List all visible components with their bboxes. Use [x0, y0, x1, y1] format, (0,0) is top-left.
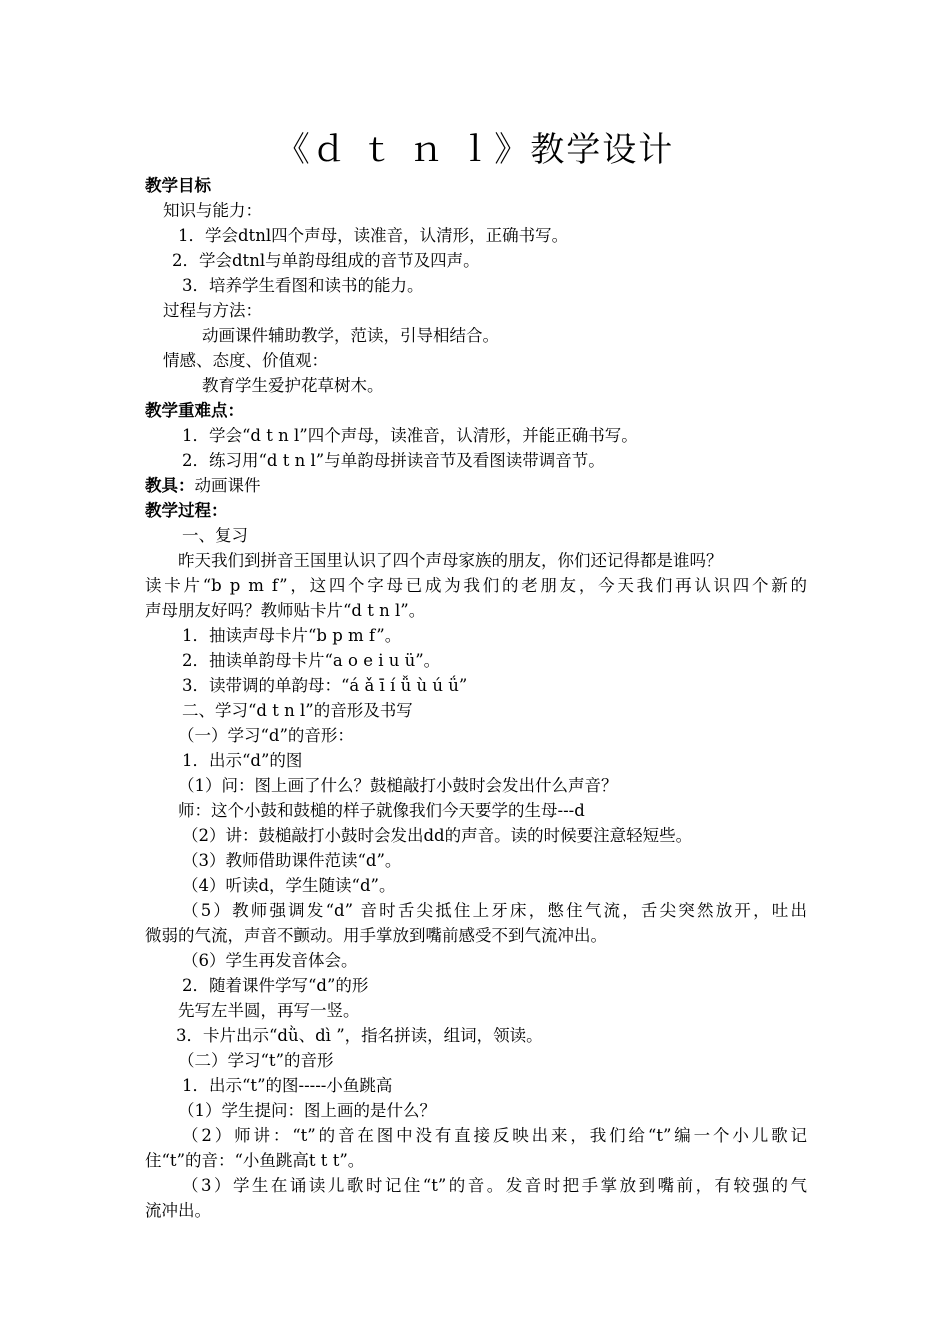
- text-line: 流冲出。: [145, 1201, 211, 1220]
- subheading-knowledge: 知识与能力：: [163, 201, 262, 220]
- heading-teaching-process: 教学过程：: [145, 501, 228, 520]
- text-line: 3．培养学生看图和读书的能力。: [182, 276, 424, 295]
- subsection-d: （一）学习“d”的音形：: [178, 726, 354, 745]
- subheading-emotion: 情感、态度、价值观：: [163, 351, 328, 370]
- tools-value: 动画课件: [194, 476, 261, 495]
- text-line: 1．出示“t”的图-----小鱼跳高: [182, 1076, 393, 1095]
- heading-key-points: 教学重难点：: [145, 401, 244, 420]
- text-line: （1）学生提问：图上画的是什么？: [178, 1101, 436, 1120]
- text-line: 2．随着课件学写“d”的形: [182, 976, 369, 995]
- text-line: 微弱的气流，声音不颤动。用手掌放到嘴前感受不到气流冲出。: [145, 926, 607, 945]
- document-title: 《ｄ ｔ ｎ ｌ》教学设计: [275, 130, 675, 170]
- text-line: （3）教师借助课件范读“d”。: [182, 851, 402, 870]
- text-line: 教育学生爱护花草树木。: [202, 376, 384, 395]
- text-line: 动画课件辅助教学，范读，引导相结合。: [202, 326, 499, 345]
- text-line: 声母朋友好吗？教师贴卡片“d t n l”。: [145, 601, 426, 620]
- text-line: 3．卡片出示“dǜ、dì ”，指名拼读，组词，领读。: [176, 1026, 543, 1045]
- heading-tools: 教具：: [145, 476, 195, 495]
- text-line: 1．学会“d t n l”四个声母，读准音，认清形，并能正确书写。: [182, 426, 638, 445]
- subsection-t: （二）学习“t”的音形: [178, 1051, 334, 1070]
- subheading-process: 过程与方法：: [163, 301, 262, 320]
- text-line: （3）学生在诵读儿歌时记住“t”的音。发音时把手掌放到嘴前，有较强的气: [182, 1176, 807, 1195]
- heading-objectives: 教学目标: [145, 176, 211, 195]
- section-learn: 二、学习“d t n l”的音形及书写: [182, 701, 413, 720]
- text-line: （1）问：图上画了什么？鼓槌敲打小鼓时会发出什么声音？: [178, 776, 618, 795]
- tools-line: [145, 474, 261, 498]
- text-line: 读卡片“b p m f”，这四个字母已成为我们的老朋友，今天我们再认识四个新的: [145, 576, 807, 595]
- text-line: 住“t”的音：“小鱼跳高t t t”。: [145, 1151, 365, 1170]
- text-line: （5）教师强调发“d” 音时舌尖抵住上牙床，憋住气流，舌尖突然放开，吐出: [182, 901, 807, 920]
- text-line: 1．学会dtnl四个声母，读准音，认清形，正确书写。: [178, 226, 569, 245]
- text-line: （4）听读d，学生随读“d”。: [182, 876, 396, 895]
- section-review: 一、复习: [182, 526, 248, 545]
- text-line: 3．读带调的单韵母：“á ǎ ī í ǚ ù ú ǘ”: [182, 676, 468, 695]
- text-line: 2．抽读单韵母卡片“a o e i u ü”。: [182, 651, 441, 670]
- text-line: 2．学会dtnl与单韵母组成的音节及四声。: [172, 251, 480, 270]
- text-line: 1．抽读声母卡片“b p m f”。: [182, 626, 402, 645]
- text-line: 1．出示“d”的图: [182, 751, 303, 770]
- text-line: 2．练习用“d t n l”与单韵母拼读音节及看图读带调音节。: [182, 451, 605, 470]
- text-line: （2）师讲：“t”的音在图中没有直接反映出来，我们给“t”编一个小儿歌记: [182, 1126, 807, 1145]
- text-line: （6）学生再发音体会。: [182, 951, 358, 970]
- text-line: 昨天我们到拼音王国里认识了四个声母家族的朋友，你们还记得都是谁吗？: [178, 551, 723, 570]
- text-line: （2）讲：鼓槌敲打小鼓时会发出dd的声音。读的时候要注意轻短些。: [182, 826, 693, 845]
- text-line: 师：这个小鼓和鼓槌的样子就像我们今天要学的生母---d: [178, 801, 585, 820]
- text-line: 先写左半圆，再写一竖。: [178, 1001, 360, 1020]
